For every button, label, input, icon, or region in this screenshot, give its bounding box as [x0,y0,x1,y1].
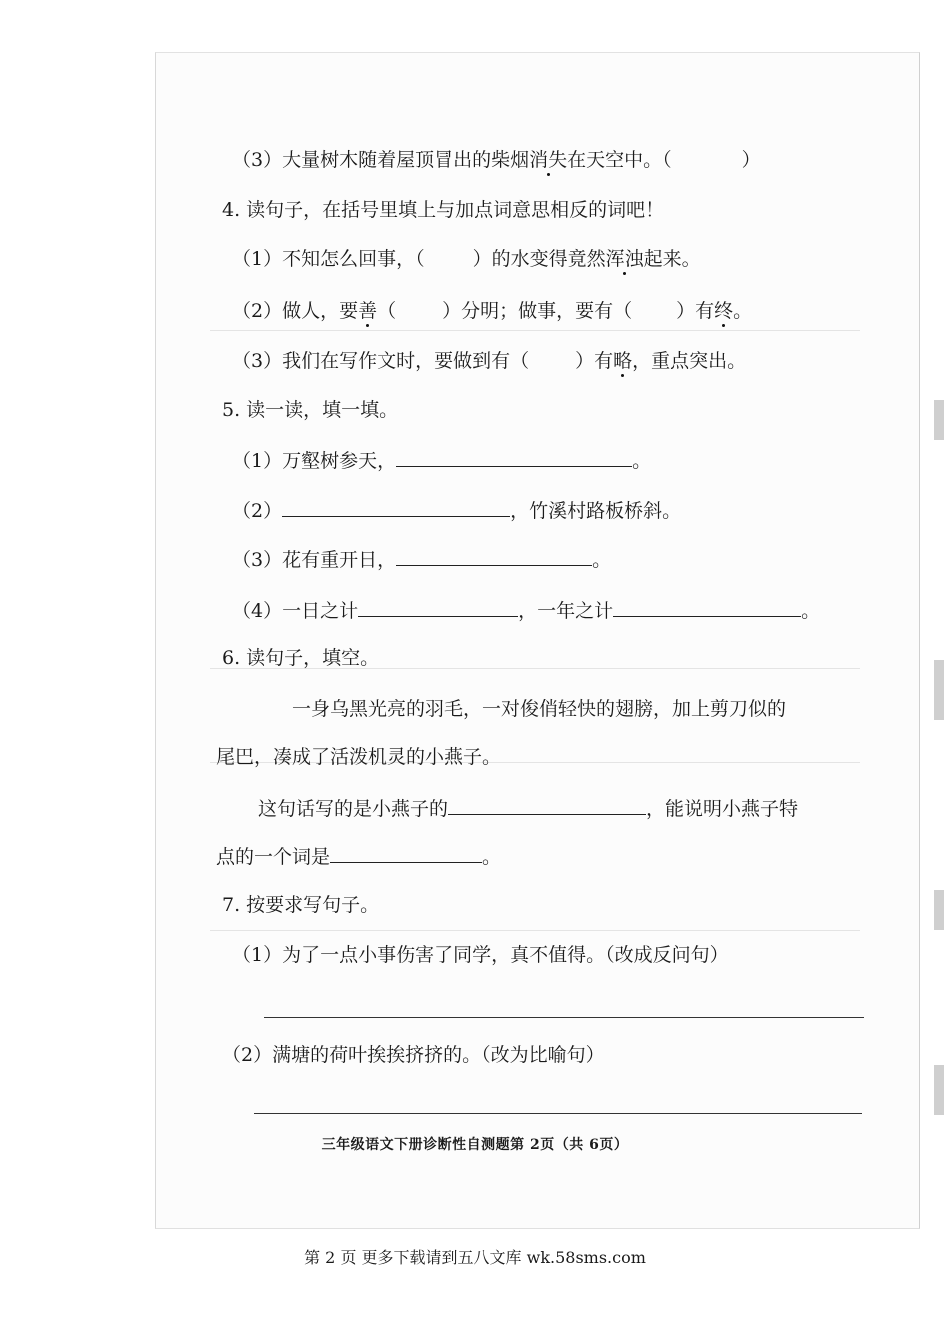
binding-mark [934,1065,944,1115]
q7-answer-line-2[interactable] [254,1113,862,1114]
page-footer: 三年级语文下册诊断性自测题第 2页（共 6页） [321,1137,629,1153]
binding-mark [934,660,944,720]
answer-blank[interactable] [396,446,632,467]
q4-item-2: （2）做人，要善（ ）分明；做事，要有（ ）有终。 [232,300,753,322]
q6-title: 6. 读句子，填空。 [222,647,380,669]
q5-item-4: （4）一日之计 ，一年之计 。 [232,596,820,624]
q6-fill-1: 这句话写的是小燕子的 ，能说明小燕子特 [258,794,798,822]
q7-answer-line-1[interactable] [264,1017,864,1018]
answer-blank[interactable] [613,596,801,617]
q3-item-3: （3）大量树木随着屋顶冒出的柴烟消失在天空中。（ ） [232,149,761,171]
q4-title: 4. 读句子，在括号里填上与加点词意思相反的词吧！ [222,199,665,221]
q7-item-2: （2）满塘的荷叶挨挨挤挤的。（改为比喻句） [222,1044,605,1066]
q4-item-1: （1）不知怎么回事，（ ）的水变得竟然浑浊起来。 [232,248,701,270]
q5-item-3: （3）花有重开日， 。 [232,545,611,573]
show-through-line [210,930,860,931]
binding-mark [934,400,944,440]
dotted-word: 终 [714,300,734,322]
q7-title: 7. 按要求写句子。 [222,894,380,916]
dotted-word: 善 [358,300,378,322]
binding-mark [934,890,944,930]
download-caption: 第 2 页 更多下载请到五八文库 wk.58sms.com [304,1248,646,1267]
answer-blank[interactable] [358,596,518,617]
answer-blank[interactable] [282,496,510,517]
q5-title: 5. 读一读，填一填。 [222,399,399,421]
dotted-word: 略 [613,350,633,372]
answer-blank[interactable] [396,545,592,566]
q6-passage-line-2: 尾巴，凑成了活泼机灵的小燕子。 [216,746,502,768]
answer-blank[interactable] [330,842,482,863]
answer-blank[interactable] [448,794,646,815]
q6-passage-line-1: 一身乌黑光亮的羽毛，一对俊俏轻快的翅膀，加上剪刀似的 [292,698,787,720]
dotted-word: 浑浊 [605,248,644,270]
dotted-word: 消失 [529,149,568,171]
show-through-line [210,330,860,331]
q6-fill-2: 点的一个词是 。 [216,842,501,870]
q5-item-1: （1）万壑树参天， 。 [232,446,651,474]
q4-item-3: （3）我们在写作文时，要做到有（ ）有略，重点突出。 [232,350,747,372]
q5-item-2: （2） ，竹溪村路板桥斜。 [232,496,681,524]
q7-item-1: （1）为了一点小事伤害了同学，真不值得。（改成反问句） [232,944,729,966]
